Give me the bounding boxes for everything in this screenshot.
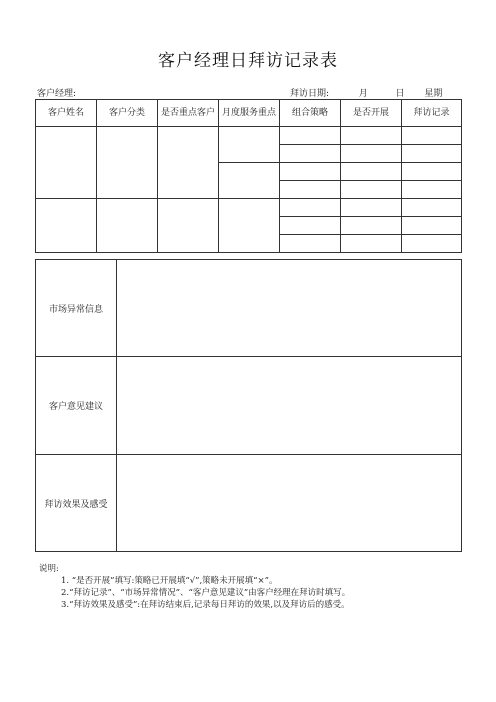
visit-date-label: 拜访日期: [290,89,330,99]
strategy-cell[interactable] [280,235,341,253]
implemented-cell[interactable] [341,163,402,181]
visit-record-cell[interactable] [402,199,462,217]
strategy-cell[interactable] [280,217,341,235]
customer-name-cell[interactable] [36,199,97,253]
note-item: 1. “是否开展”填写:策略已开展填“√”,策略未开展填“×”。 [61,576,278,586]
customer-category-cell[interactable] [97,127,158,199]
header-strategy: 组合策略 [280,100,341,127]
visit-record-cell[interactable] [402,181,462,199]
visit-record-cell[interactable] [402,217,462,235]
implemented-cell[interactable] [341,217,402,235]
table-row [36,199,462,217]
table-header-row [36,100,462,127]
implemented-cell[interactable] [341,199,402,217]
key-customer-cell[interactable] [158,199,219,253]
manager-label: 客户经理: [37,89,77,99]
remark-row-effect [36,455,462,552]
visit-effect-field[interactable] [117,455,462,552]
notes-heading: 说明: [39,564,59,574]
day-label: 日 [395,89,405,99]
customer-name-cell[interactable] [36,127,97,199]
implemented-cell[interactable] [341,145,402,163]
visit-record-cell[interactable] [402,235,462,253]
strategy-cell[interactable] [280,163,341,181]
strategy-cell[interactable] [280,199,341,217]
monthly-focus-cell[interactable] [219,199,280,253]
key-customer-cell[interactable] [158,127,219,199]
customer-category-cell[interactable] [97,199,158,253]
monthly-focus-cell[interactable] [219,163,280,199]
customer-feedback-field[interactable] [117,357,462,455]
strategy-cell[interactable] [280,145,341,163]
note-item: 3.“拜访效果及感受”:在拜访结束后,记录每日拜访的效果,以及拜访后的感受。 [61,600,350,610]
visit-record-cell[interactable] [402,145,462,163]
header-implemented: 是否开展 [341,100,402,127]
visit-effect-label: 拜访效果及感受 [36,455,117,552]
remark-row-market [36,260,462,357]
market-anomaly-label: 市场异常信息 [36,260,117,357]
header-customer-name: 客户姓名 [36,100,97,127]
month-label: 月 [358,89,368,99]
visit-date-row [290,86,446,99]
header-customer-category: 客户分类 [97,100,158,127]
visit-record-cell[interactable] [402,127,462,145]
note-item: 2.“拜访记录”、“市场异常情况”、“客户意见建议”由客户经理在拜访时填写。 [61,588,351,598]
table-row [36,127,462,145]
visit-record-cell[interactable] [402,163,462,181]
header-key-customer: 是否重点客户 [158,100,219,127]
strategy-cell[interactable] [280,127,341,145]
remark-row-feedback [36,357,462,455]
strategy-cell[interactable] [280,181,341,199]
market-anomaly-field[interactable] [117,260,462,357]
weekday-label: 星期 [424,89,443,99]
customer-feedback-label: 客户意见建议 [36,357,117,455]
implemented-cell[interactable] [341,235,402,253]
header-visit-record: 拜访记录 [402,100,462,127]
notes-section [39,563,350,611]
monthly-focus-cell[interactable] [219,127,280,163]
visit-table [35,99,462,253]
header-monthly-focus: 月度服务重点 [219,100,280,127]
implemented-cell[interactable] [341,127,402,145]
implemented-cell[interactable] [341,181,402,199]
form-title: 客户经理日拜访记录表 [158,51,338,71]
remarks-table [35,259,462,552]
